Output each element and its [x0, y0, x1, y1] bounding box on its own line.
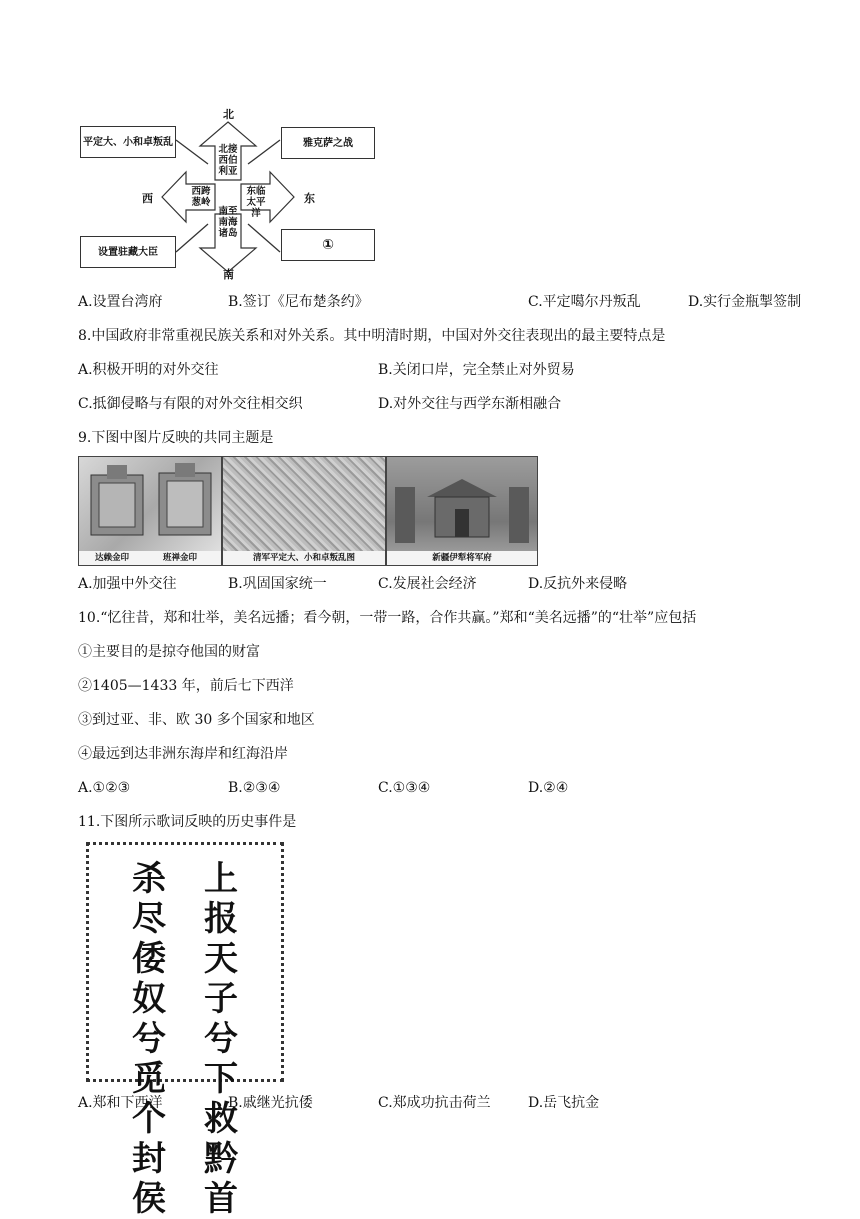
mansion-image — [387, 457, 537, 551]
seals-image — [79, 457, 221, 551]
q11-option-d[interactable]: D.岳飞抗金 — [528, 1095, 600, 1111]
photo3-caption: 新疆伊犁将军府 — [387, 551, 537, 565]
caption-dalai-seal: 达赖金印 — [95, 553, 130, 563]
direction-east: 东 — [304, 192, 315, 205]
q9-option-a[interactable]: A.加强中外交往 — [78, 576, 177, 592]
lyric-column-right: 上报天子兮下救黔首 — [204, 859, 238, 1219]
box-bottom-right: ① — [281, 229, 375, 261]
arrow-north-label: 北接西伯利亚 — [218, 144, 238, 177]
q10-option-b[interactable]: B.②③④ — [228, 780, 281, 796]
q10-item-3: ③到过亚、非、欧 30 多个国家和地区 — [78, 712, 315, 728]
q9-stem: 9.下图中图片反映的共同主题是 — [78, 430, 274, 446]
lyric-column-left: 杀尽倭奴兮觅个封侯 — [132, 859, 166, 1219]
q11-stem: 11.下图所示歌词反映的历史事件是 — [78, 814, 297, 830]
q10-item-1: ①主要目的是掠夺他国的财富 — [78, 644, 260, 660]
q10-item-4: ④最远到达非洲东海岸和红海沿岸 — [78, 746, 288, 762]
q10-option-d[interactable]: D.②④ — [528, 780, 569, 796]
q7-option-a[interactable]: A.设置台湾府 — [78, 294, 163, 310]
photo1-caption — [79, 551, 221, 565]
q7-option-b[interactable]: B.签订《尼布楚条约》 — [228, 294, 369, 310]
arrow-east-label: 东临太平洋 — [246, 186, 266, 219]
q8-option-b[interactable]: B.关闭口岸，完全禁止对外贸易 — [378, 362, 575, 378]
arrow-south-label: 南至南海诸岛 — [218, 206, 238, 239]
q10-item-2: ②1405—1433 年，前后七下西洋 — [78, 678, 294, 694]
q8-stem: 8.中国政府非常重视民族关系和对外关系。其中明清时期，中国对外交往表现出的最主要特点是 — [78, 328, 666, 344]
direction-north: 北 — [223, 108, 234, 121]
box-bottom-left: 设置驻藏大臣 — [80, 236, 176, 268]
caption-panchen-seal: 班禅金印 — [163, 553, 198, 563]
q9-option-b[interactable]: B.巩固国家统一 — [228, 576, 327, 592]
q9-option-c[interactable]: C.发展社会经济 — [378, 576, 477, 592]
direction-south: 南 — [223, 268, 234, 281]
q11-option-b[interactable]: B.戚继光抗倭 — [228, 1095, 313, 1111]
q9-option-d[interactable]: D.反抗外来侵略 — [528, 576, 628, 592]
arrow-west-label: 西跨葱岭 — [191, 186, 211, 208]
photo2-caption: 清军平定大、小和卓叛乱图 — [223, 551, 385, 565]
q8-option-a[interactable]: A.积极开明的对外交往 — [78, 362, 219, 378]
territory-diagram — [78, 102, 378, 282]
q8-option-c[interactable]: C.抵御侵略与有限的对外交往相交织 — [78, 396, 303, 412]
q11-option-c[interactable]: C.郑成功抗击荷兰 — [378, 1095, 491, 1111]
direction-west: 西 — [142, 192, 153, 205]
box-top-right: 雅克萨之战 — [281, 127, 375, 159]
q10-option-c[interactable]: C.①③④ — [378, 780, 431, 796]
q8-option-d[interactable]: D.对外交往与西学东渐相融合 — [378, 396, 562, 412]
q7-option-d[interactable]: D.实行金瓶掣签制 — [688, 294, 802, 310]
photo-golden-seals — [78, 456, 222, 566]
q10-option-a[interactable]: A.①②③ — [78, 780, 131, 796]
q11-option-a[interactable]: A.郑和下西洋 — [78, 1095, 163, 1111]
q10-stem: 10.“忆往昔，郑和壮举，美名远播；看今朝，一带一路，合作共赢。”郑和“美名远播”的“壮举”应包括 — [78, 610, 697, 626]
box-top-left: 平定大、小和卓叛乱 — [80, 126, 176, 158]
q7-option-c[interactable]: C.平定噶尔丹叛乱 — [528, 294, 641, 310]
photo-ili-general-mansion — [386, 456, 538, 566]
photo-battle-painting — [222, 456, 386, 566]
